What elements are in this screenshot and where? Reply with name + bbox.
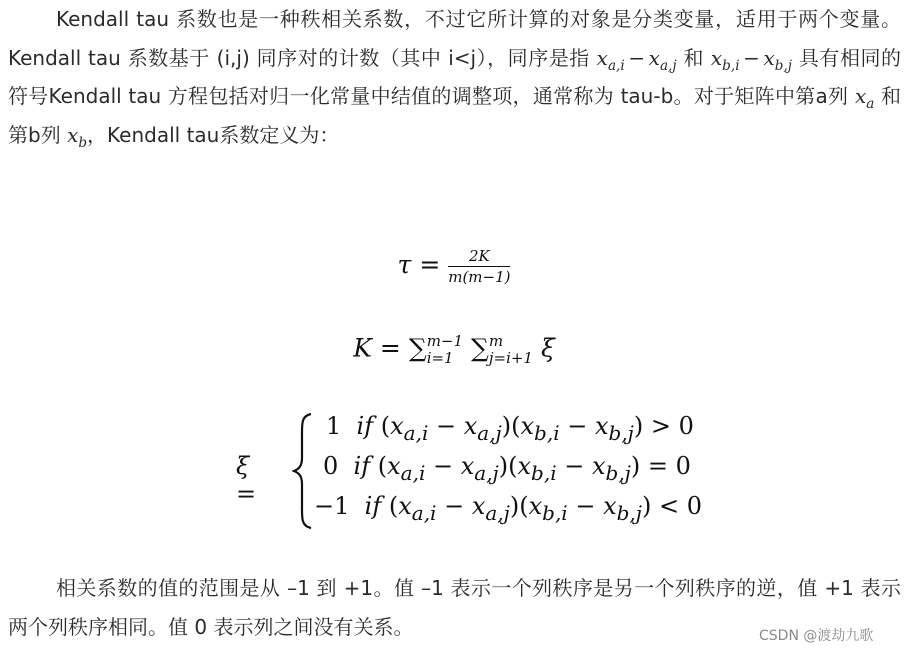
k-symbol: K <box>353 333 372 363</box>
sum-icon: ∑ <box>470 333 489 363</box>
intro-text-3: 具有相同的符号Kendall tau 方程包括对归一化常量中结值的调整项，通常称为 tau-b。对于矩阵中第a列 <box>8 45 902 108</box>
math-xa: $x_a$ <box>854 84 875 112</box>
equals-sign: = <box>379 333 401 363</box>
math-xai-minus-xaj: $x_{a,i} - x_{a,j}$ <box>596 45 677 74</box>
tau-numerator: 2K <box>448 247 510 267</box>
math-xbi-minus-xbj: $x_{b,i} - x_{b,j}$ <box>710 45 793 74</box>
intro-text-2: 和 <box>676 45 711 70</box>
xi-case-zero: 0 if $(x_{a,i} - x_{a,j})(x_{b,i} - x_{b,j}) = 0$ <box>323 452 691 485</box>
intro-text-4: 和第b列 <box>8 84 901 147</box>
tau-fraction <box>448 247 510 286</box>
tau-denominator: m(m−1) <box>448 268 511 286</box>
sum2-limits <box>489 333 533 367</box>
xi-symbol: ξ = <box>236 452 257 508</box>
formula-k <box>0 333 908 367</box>
sum2-lower: j=i+1 <box>488 349 533 367</box>
sum-icon: ∑ <box>408 333 427 363</box>
xi-case-positive: 1 if $(x_{a,i} - x_{a,j})(x_{b,i} - x_{b,j}) > 0$ <box>326 412 694 445</box>
sum1-limits <box>427 333 463 367</box>
range-paragraph: 相关系数的值的范围是从 –1 到 +1。值 –1 表示一个列秩序是另一个列秩序的逆，值 +1 表示两个列秩序相同。值 0 表示列之间没有关系。 <box>8 576 901 639</box>
sum1-upper: m−1 <box>426 332 464 350</box>
equals-sign: = <box>419 250 441 279</box>
sum1-lower: i=1 <box>426 349 454 367</box>
watermark: CSDN @渡劫九歌 <box>759 628 874 644</box>
math-xb: $x_b$ <box>67 122 88 151</box>
tau-symbol: τ <box>397 250 412 279</box>
intro-text-5: ，Kendall tau系数定义为： <box>87 122 340 147</box>
sum2-upper: m <box>488 332 504 350</box>
xi-case-negative: −1 if $(x_{a,i} - x_{a,j})(x_{b,i} - x_{b,j}) < 0$ <box>314 492 702 525</box>
intro-text-1: Kendall tau 系数也是一种秩相关系数，不过它所计算的对象是分类变量，适用于两个变量。Kendall tau 系数基于 (i,j) 同序对的计数（其中 i<j），同序是指 <box>8 7 901 70</box>
intro-paragraph <box>8 0 901 154</box>
formula-tau <box>0 247 908 286</box>
left-brace-icon <box>292 412 314 530</box>
xi-term: ξ <box>540 333 555 363</box>
